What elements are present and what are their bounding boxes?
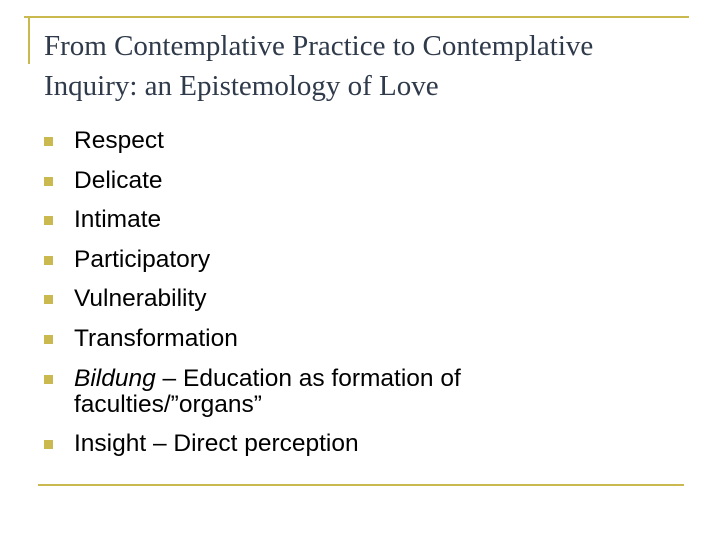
list-item-text: Respect bbox=[74, 127, 164, 154]
list-item bbox=[44, 128, 684, 154]
slide-title bbox=[44, 26, 694, 106]
list-item bbox=[44, 326, 684, 352]
list-item-text: Participatory bbox=[74, 245, 211, 273]
list-item bbox=[44, 168, 684, 194]
slide-title-line-1: From Contemplative Practice to Contemplative bbox=[44, 30, 594, 62]
list-item bbox=[44, 286, 684, 312]
list-item-italic-term: Bildung bbox=[74, 364, 156, 392]
list-item-text: Insight – Direct perception bbox=[74, 430, 359, 458]
bullet-list bbox=[44, 128, 684, 471]
list-item-text: Intimate bbox=[74, 206, 162, 234]
list-item-text: Delicate bbox=[74, 166, 163, 194]
list-item bbox=[44, 207, 684, 233]
list-item-text: Vulnerability bbox=[74, 285, 207, 313]
square-bullet-icon bbox=[44, 256, 53, 265]
square-bullet-icon bbox=[44, 335, 53, 344]
list-item-text-rest: – Education as formation of bbox=[155, 364, 461, 392]
list-item bbox=[44, 366, 684, 418]
square-bullet-icon bbox=[44, 177, 53, 186]
square-bullet-icon bbox=[44, 216, 53, 225]
list-item-text: Transformation bbox=[74, 324, 238, 352]
list-item-text bbox=[74, 366, 684, 392]
list-item bbox=[44, 247, 684, 273]
list-item bbox=[44, 431, 684, 457]
square-bullet-icon bbox=[44, 295, 53, 304]
frame-left-rule bbox=[28, 16, 30, 64]
square-bullet-icon bbox=[44, 137, 53, 146]
square-bullet-icon bbox=[44, 375, 53, 384]
list-item-text-continued: faculties/”organs” bbox=[74, 390, 262, 418]
slide-title-line-2: Inquiry: an Epistemology of Love bbox=[44, 70, 439, 102]
frame-top-rule bbox=[24, 16, 689, 18]
frame-bottom-rule bbox=[38, 484, 684, 486]
square-bullet-icon bbox=[44, 440, 53, 449]
